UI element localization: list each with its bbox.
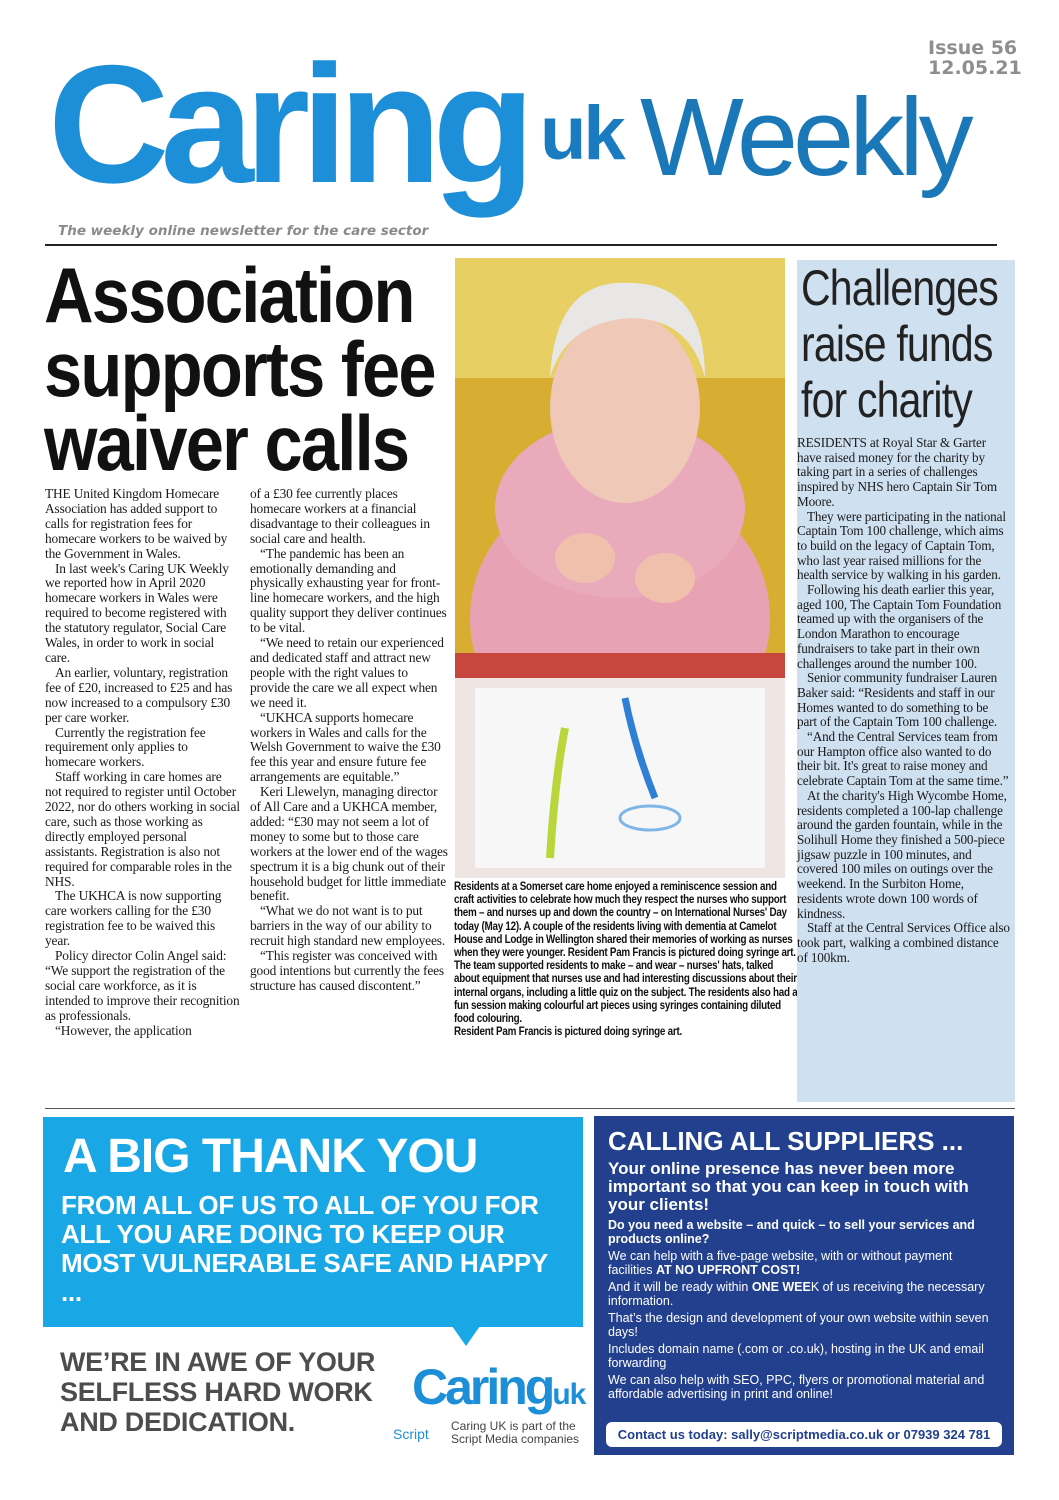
emphasis: AT NO UPFRONT COST! — [655, 1262, 801, 1277]
section-divider — [45, 1108, 1015, 1109]
logo-caring: Caring — [48, 30, 527, 218]
paragraph: Policy director Colin Angel said: “We support the registration of the social care workforce, as it is intended to improve their recognition as professionals. — [45, 948, 240, 1023]
caring-uk-logo — [412, 1359, 586, 1415]
paragraph: “And the Central Services team from our Hampton office also wanted to do their bit. It's great to raise money and celebrate Captain Tom at the same time.” — [797, 729, 1009, 789]
paragraph: Senior community fundraiser Lauren Baker said: “Residents and staff in our Homes wanted to do something to be part of the Captain Tom 100 challenge. — [797, 670, 998, 730]
photo-illustration — [455, 258, 785, 878]
side-story — [797, 260, 1015, 1102]
script-media-note — [393, 1420, 588, 1450]
ad-paragraph — [608, 1281, 1000, 1308]
ad-paragraph: We can also help with SEO, PPC, flyers or promotional material and affordable advertising in print and online! — [608, 1373, 985, 1401]
paragraph: “UKHCA supports homecare workers in Wales and calls for the Welsh Government to waive the £30 fee this year and ensure future fee arrangements are equitable.” — [250, 709, 441, 785]
caption-text: Residents at a Somerset care home enjoyed a reminiscence session and craft activities to celebrate how much they respect the nurses who support them – and nurses up and down the country – on International Nurses' Day today (May 12). A couple of the residents living with dementia at Camelot House and Lodge in Wellington shared their memories of working as nurses when they were younger. Resident Pam Francis is pictured doing syringe art. The team supported residents to make – and wear – nurses' hats, talked about equipment that nurses use and had interesting discussions about their internal organs, including a little quiz on the subject. The residents also had a fun session making colourful art pieces using syringes containing diluted food colouring. — [454, 880, 798, 1026]
paragraph: “However, the application — [55, 1022, 192, 1038]
thank-you-ad — [43, 1117, 583, 1327]
paragraph: Staff at the Central Services Office also took part, walking a combined distance of 100km. — [797, 920, 1010, 965]
logo-uk: uk — [552, 1378, 586, 1411]
caption-tail: Resident Pam Francis is pictured doing syringe art. — [454, 1025, 682, 1039]
ad-subtitle: FROM ALL OF US TO ALL OF YOU FOR ALL YOU ARE DOING TO KEEP OUR MOST VULNERABLE SAFE AND HAPPY ... — [61, 1190, 548, 1307]
paragraph: “This register was conceived with good intentions but currently the fees structure has caused discontent.” — [250, 948, 444, 993]
emphasis: ONE WEE — [751, 1280, 811, 1294]
ad-title: A BIG THANK YOU — [63, 1130, 478, 1183]
issue-number: Issue 56 — [928, 37, 1018, 59]
paragraph: “What we do not want is to put barriers in the way of our ability to recruit high standard new employees. — [250, 903, 446, 949]
lead-story-column-1 — [45, 487, 240, 1039]
text: And it will be ready within — [608, 1280, 752, 1294]
text: K of us receiving the necessary information. — [608, 1280, 985, 1308]
ad-question: Do you need a website – and quick – to sell your services and products online? — [608, 1218, 975, 1246]
photo-caption — [454, 880, 799, 1038]
paragraph: “The pandemic has been an emotionally demanding and physically exhausting year for front-line homecare workers, and the high quality support they deliver continues to be vital. — [250, 545, 447, 636]
paragraph: Staff working in care homes are not required to register until October 2022, nor do others working in social care, such as those working as directly employed personal assistants. Registration is also not required for comparable roles in the NHS. — [45, 769, 240, 889]
paragraph: They were participating in the national Captain Tom 100 challenge, which aims to build on the legacy of Captain Tom, who last year raised millions for the health service by walking in his garden. — [797, 508, 1006, 583]
side-headline: Challenges raise funds for charity — [801, 260, 998, 428]
paragraph: Following his death earlier this year, aged 100, The Captain Tom Foundation teamed up with the organisers of the London Marathon to encourage fundraisers to take part in their own challenges around the number 100. — [797, 582, 1002, 671]
script-note: Caring UK is part of the Script Media companies — [451, 1419, 580, 1446]
ad-paragraph: Includes domain name (.com or .co.uk), hosting in the UK and email forwarding — [608, 1342, 984, 1370]
ad-paragraph: That’s the design and development of your own website within seven days! — [608, 1311, 989, 1339]
issue-date: 12.05.21 — [928, 57, 1022, 79]
paragraph: The UKHCA is now supporting care workers calling for the £30 registration fee to be waived this year. — [45, 888, 222, 949]
ad-paragraph — [608, 1250, 1000, 1277]
paragraph: of a £30 fee currently places homecare workers at a financial disadvantage to their colleagues in social care and health. — [250, 486, 430, 546]
logo-weekly: Weekly — [640, 76, 969, 199]
lead-story-column-2 — [250, 487, 450, 994]
suppliers-ad — [594, 1116, 1014, 1455]
paragraph: Keri Llewelyn, managing director of All Care and a UKHCA member, added: “£30 may not seem a lot of money to some but to those care workers at the lower end of the wages spectrum it is a big chunk out of their household budget for little immediate benefit. — [250, 784, 448, 904]
paragraph: THE United Kingdom Homecare Association has added support to calls for registration fees for homecare workers to be waived by the Government in Wales. — [45, 486, 228, 561]
contact-link[interactable]: Contact us today: sally@scriptmedia.co.uk or 07939 324 781 — [606, 1422, 1002, 1447]
script-logo: Script — [393, 1426, 429, 1442]
paragraph: Currently the registration fee requirement only applies to homecare workers. — [45, 724, 206, 770]
header-divider — [45, 244, 997, 246]
tagline: The weekly online newsletter for the care sector — [58, 223, 429, 239]
paragraph: “We need to retain our experienced and dedicated staff and attract new people with the right values to provide the care we all expect when we need it. — [250, 635, 444, 710]
issue-info — [928, 38, 1022, 78]
side-story-body — [797, 436, 1011, 965]
awe-message: WE’RE IN AWE OF YOUR SELFLESS HARD WORK AND DEDICATION. — [60, 1347, 376, 1437]
paragraph: At the charity's High Wycombe Home, residents completed a 100-lap challenge around the garden fountain, while in the Solihull Home they finished a 500-piece jigsaw puzzle in 100 minutes, and covered 100 miles on outings over the weekend. In the Surbiton Home, residents wrote down 100 words of kindness. — [797, 787, 1007, 921]
text: We can help with a five-page website, with or without payment facilities — [608, 1249, 953, 1277]
ad-title: CALLING ALL SUPPLIERS ... — [608, 1126, 964, 1156]
paragraph: In last week's Caring UK Weekly we reported how in April 2020 homecare workers in Wales were required to become registered with the statutory regulator, Social Care Wales, in order to work in social care. — [45, 560, 229, 665]
paragraph: RESIDENTS at Royal Star & Garter have raised money for the charity by taking part in a series of challenges inspired by NHS hero Captain Sir Tom Moore. — [797, 435, 998, 509]
speech-bubble-tail — [452, 1326, 480, 1346]
paragraph: An earlier, voluntary, registration fee of £20, increased to £25 and has now increased to a compulsory £30 per care worker. — [45, 664, 233, 725]
logo-caring: Caring — [412, 1359, 553, 1415]
resident-photo — [455, 258, 785, 878]
lead-headline: Association supports fee waiver calls — [44, 251, 435, 487]
logo-uk: uk — [540, 91, 623, 176]
ad-lead: Your online presence has never been more important so that you can keep in touch with your clients! — [608, 1159, 969, 1214]
